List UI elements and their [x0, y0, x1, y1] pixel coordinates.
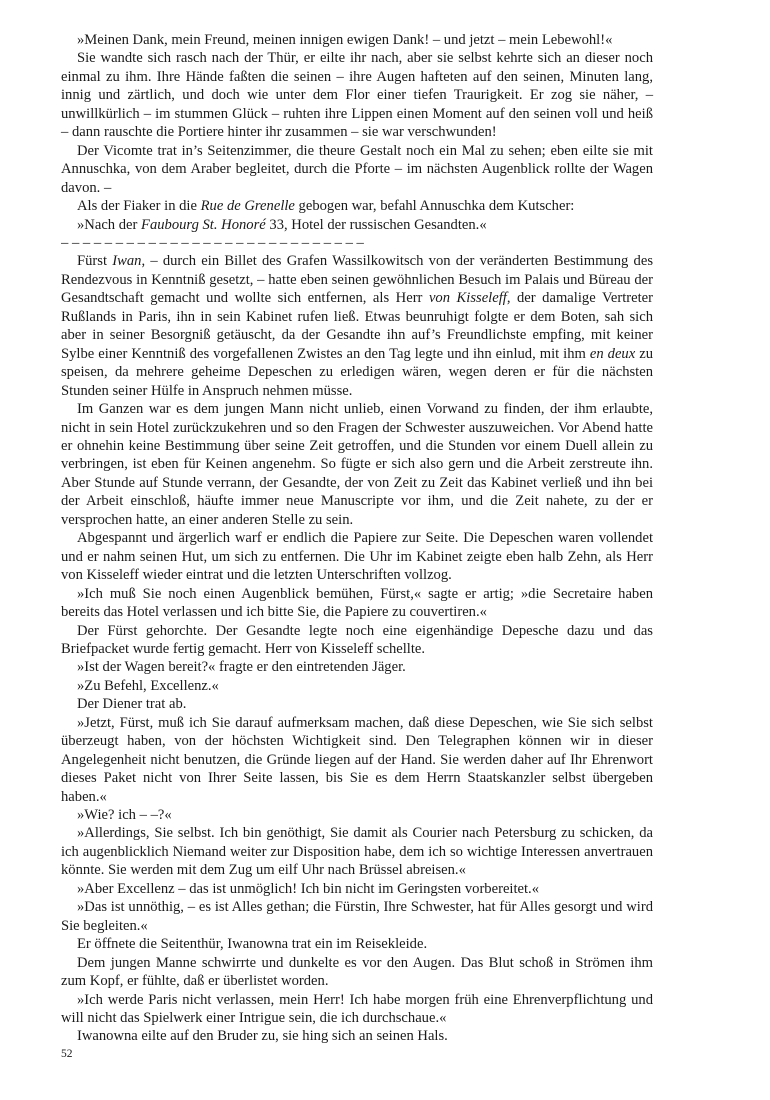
text-run: 33, Hotel der russischen Gesandten.« [265, 216, 487, 233]
text-run: »Allerdings, Sie selbst. Ich bin genöthigt, Sie damit als Courier nach Petersburg zu schicken, da ich augenblicklich Niemand weiter zur Disposition habe, dem ich so wichtige Interessen anvertrauen könnte. Sie werden mit dem Zug um eilf Uhr nach Brüssel abreisen.« [61, 825, 653, 879]
text-run: »Aber Excellenz – das ist unmöglich! Ich bin nicht im Geringsten vorbereitet.« [77, 880, 540, 897]
paragraph [61, 252, 653, 400]
paragraph [61, 677, 653, 695]
paragraph [61, 714, 653, 806]
text-run: Abgespannt und ärgerlich warf er endlich die Papiere zur Seite. Die Depeschen waren vollendet und er nahm seinen Hut, um sich zu entfernen. Die Uhr im Kabinet zeigte eben halb Zehn, als Herr von Kisseleff wieder eintrat und die letzten Unterschriften vollzog. [61, 530, 653, 584]
italic-text: von Kisseleff [428, 290, 507, 307]
paragraph [61, 880, 653, 898]
paragraph [61, 622, 653, 659]
paragraph [61, 658, 653, 676]
italic-text: Rue de Grenelle [200, 198, 295, 215]
text-run: Dem jungen Manne schwirrte und dunkelte es vor den Augen. Das Blut schoß in Strömen ihm zum Kopf, er fühlte, daß er überlistet worden. [61, 954, 653, 990]
text-run: Iwanowna eilte auf den Bruder zu, sie hing sich an seinen Hals. [77, 1028, 448, 1045]
text-run: »Nach der [77, 216, 142, 233]
paragraph [61, 49, 653, 141]
paragraph [61, 216, 653, 234]
paragraph [61, 234, 653, 252]
text-run: Er öffnete die Seitenthür, Iwanowna trat ein im Reisekleide. [77, 936, 428, 953]
body-text [61, 31, 653, 1046]
text-run: gebogen war, befahl Annuschka dem Kutscher: [294, 198, 575, 215]
paragraph [61, 824, 653, 879]
italic-text: Iwan [112, 253, 142, 270]
text-run: »Meinen Dank, mein Freund, meinen innigen ewigen Dank! – und jetzt – mein Lebewohl!« [77, 32, 613, 48]
paragraph [61, 142, 653, 197]
text-run: Der Fürst gehorchte. Der Gesandte legte noch eine eigenhändige Depesche dazu und das Briefpacket wurde fertig gemacht. Herr von Kisseleff schellte. [61, 622, 653, 657]
italic-text: Faubourg St. Honoré [141, 216, 266, 233]
paragraph [61, 197, 653, 215]
text-run: »Das ist unnöthig, – es ist Alles gethan; die Fürstin, Ihre Schwester, hat für Alles gesorgt und wird Sie begleiten.« [61, 899, 653, 934]
text-run: Sie wandte sich rasch nach der Thür, er eilte ihr nach, aber sie selbst kehrte sich an dieser noch einmal zu ihm. Ihre Hände faßten die seinen – ihre Augen hafteten auf den seinen, Minuten lang, innig und zärtlich, und doch wie unter dem Flor einer tiefen Traurigkeit. Er zog sie näher, – unwillkürlich – im stummen Glück – ruhten ihre Lippen einen Moment auf den seinen voll und heiß – dann rauschte die Portiere hinter ihr zusammen – sie war verschwunden! [61, 50, 653, 141]
text-run: »Ist der Wagen bereit?« fragte er den eintretenden Jäger. [77, 659, 406, 676]
text-run: »Ich muß Sie noch einen Augenblick bemühen, Fürst,« sagte er artig; »die Secretaire haben bereits das Hotel verlassen und ich bitte Sie, die Papiere zu couvertiren.« [61, 585, 653, 621]
paragraph [61, 806, 653, 824]
paragraph [61, 695, 653, 713]
text-run: »Jetzt, Fürst, muß ich Sie darauf aufmerksam machen, daß diese Depeschen, wie Sie sich selbst überzeugt haben, von der höchsten Wichtigkeit sind. Den Telegraphen können wir in dieser Angelegenheit nicht benutzen, die Gründe liegen auf der Hand. Sie werden daher auf Ihr Ehrenwort dieses Paket nicht von Ihrer Seite lassen, bis Sie es dem Herrn Staatskanzler selbst übergeben haben.« [61, 714, 653, 805]
text-run: – – – – – – – – – – – – – – – – – – – – – – – – – – – – [61, 234, 364, 251]
italic-text: en deux [589, 345, 636, 362]
paragraph [61, 898, 653, 935]
page-number: 52 [61, 1048, 73, 1060]
text-run: Der Diener trat ab. [77, 696, 187, 713]
paragraph [61, 991, 653, 1028]
paragraph [61, 585, 653, 622]
paragraph [61, 31, 653, 49]
text-run: Der Vicomte trat in’s Seitenzimmer, die theure Gestalt noch ein Mal zu sehen; eben eilte sie mit Annuschka, von dem Araber begleitet, durch die Pforte – im nächsten Augenblick rollte der Wagen davon. – [61, 142, 653, 196]
paragraph [61, 954, 653, 991]
text-run: Im Ganzen war es dem jungen Mann nicht unlieb, einen Vorwand zu finden, der ihm erlaubte, nicht in sein Hotel zurückzukehren und so den Fragen der Schwester auszuweichen. Vor Abend hatte er ohnehin keine Bestimmung über seine Zeit getroffen, und die Stunden vor einem Duell allein zu verbringen, ist eben für Keinen angenehm. So fügte er sich also gern und die Arbeit zerstreute ihn. Aber Stunde auf Stunde verrann, der Gesandte, der von Zeit zu Zeit das Kabinet verließ und ihn bei der Arbeit einschloß, häufte immer neue Manuscripte vor ihm, und die Zeit nahete, zu der er versprochen hatte, an einer anderen Stelle zu sein. [61, 401, 653, 528]
text-run: Fürst [77, 253, 113, 270]
text-run: Als der Fiaker in die [77, 198, 201, 215]
paragraph [61, 400, 653, 529]
text-run: »Wie? ich – –?« [77, 807, 172, 824]
text-run: zu speisen, da mehrere geheime Depeschen zu erledigen wären, wegen deren er für die nächsten Stunden seiner Hülfe in Anspruch nehmen müsse. [61, 345, 653, 399]
paragraph [61, 1027, 653, 1045]
text-run: , der damalige Vertreter Rußlands in Paris, ihn in sein Kabinet rufen ließ. Etwas beunruhigt folgte er dem Boten, sah sich aber in seiner Besorgniß getäuscht, da der Gesandte ihn auf’s Freundlichste empfing, mit keiner Sylbe einer Kenntniß des vorgefallenen Zwistes an den Tag legte und ihn einlud, mit ihm [61, 290, 653, 362]
paragraph [61, 529, 653, 584]
text-run: , – durch ein Billet des Grafen Wassilkowitsch von der veränderten Bestimmung des Rendezvous in Kenntniß gesetzt, – hatte eben seinen gewöhnlichen Besuch im Palais und Büreau der Gesandtschaft gemacht und wollte sich entfernen, als Herr [61, 253, 654, 307]
text-run: »Zu Befehl, Excellenz.« [77, 677, 219, 694]
paragraph [61, 935, 653, 953]
text-run: »Ich werde Paris nicht verlassen, mein Herr! Ich habe morgen früh eine Ehrenverpflichtung und will nicht das Spielwerk einer Intrigue sein, die ich durchschaue.« [61, 991, 653, 1027]
